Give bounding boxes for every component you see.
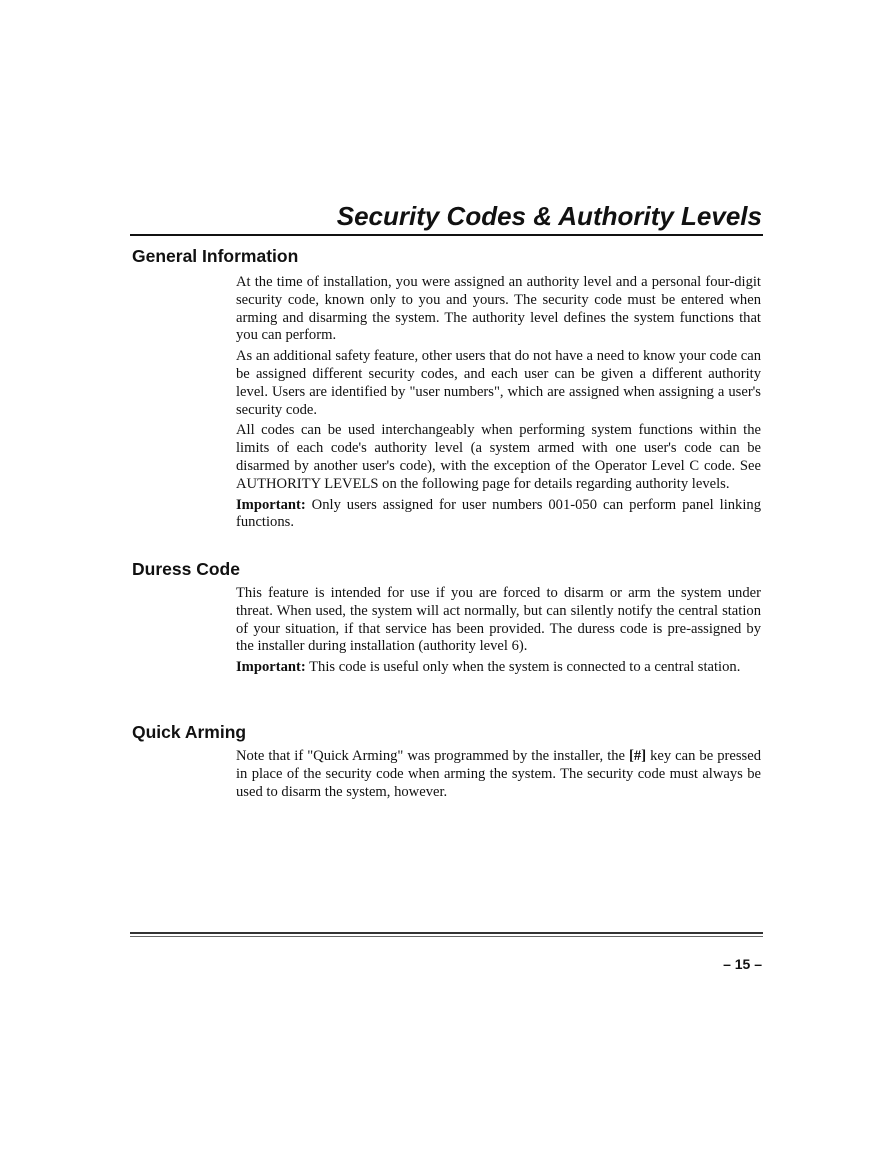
important-text: This code is useful only when the system is connected to a central station. bbox=[305, 659, 741, 676]
heading-general-information: General Information bbox=[132, 246, 299, 266]
footer-rule-thin bbox=[130, 936, 763, 937]
heading-quick-arming: Quick Arming bbox=[132, 722, 247, 742]
section-general-information bbox=[236, 274, 761, 535]
section-quick-arming bbox=[236, 748, 761, 804]
important-label: Important: bbox=[236, 496, 306, 513]
important-note bbox=[236, 497, 761, 533]
paragraph: At the time of installation, you were assigned an authority level and a personal four-digit security code, known only to you and yours. The security code must be entered when arming and disarming the system. The authority level defines the system functions that you can perform. bbox=[236, 274, 761, 344]
title-rule bbox=[130, 234, 763, 236]
heading-duress-code: Duress Code bbox=[132, 559, 240, 579]
paragraph: This feature is intended for use if you are forced to disarm or arm the system under threat. When used, the system will act normally, but can silently notify the central station of your situation, if that service has been provided. The duress code is pre-assigned by the installer during installation (authority level 6). bbox=[236, 585, 761, 655]
important-label: Important: bbox=[236, 659, 306, 676]
paragraph: Note that if "Quick Arming" was programmed by the installer, the [#] key can be pressed in place of the security code when arming the system. The security code must always be used to disarm the system, however. bbox=[236, 748, 761, 800]
paragraph: As an additional safety feature, other users that do not have a need to know your code can be assigned different security codes, and each user can be given a different authority level. Users are identified by "user numbers", which are assigned when assigning a user's security code. bbox=[236, 348, 761, 418]
important-note bbox=[236, 659, 761, 677]
page-number: – 15 – bbox=[723, 956, 762, 972]
important-text: Only users assigned for user numbers 001-050 can perform panel linking functions. bbox=[236, 496, 761, 531]
footer-rule bbox=[130, 932, 763, 934]
paragraph: All codes can be used interchangeably when performing system functions within the limits of each code's authority level (a system armed with one user's code can be disarmed by another user's code), with the exception of the Operator Level C code. See AUTHORITY LEVELS on the following page for details regarding authority levels. bbox=[236, 422, 761, 492]
page-title: Security Codes & Authority Levels bbox=[336, 201, 762, 231]
section-duress-code bbox=[236, 585, 761, 680]
key-label: [#] bbox=[629, 748, 647, 764]
